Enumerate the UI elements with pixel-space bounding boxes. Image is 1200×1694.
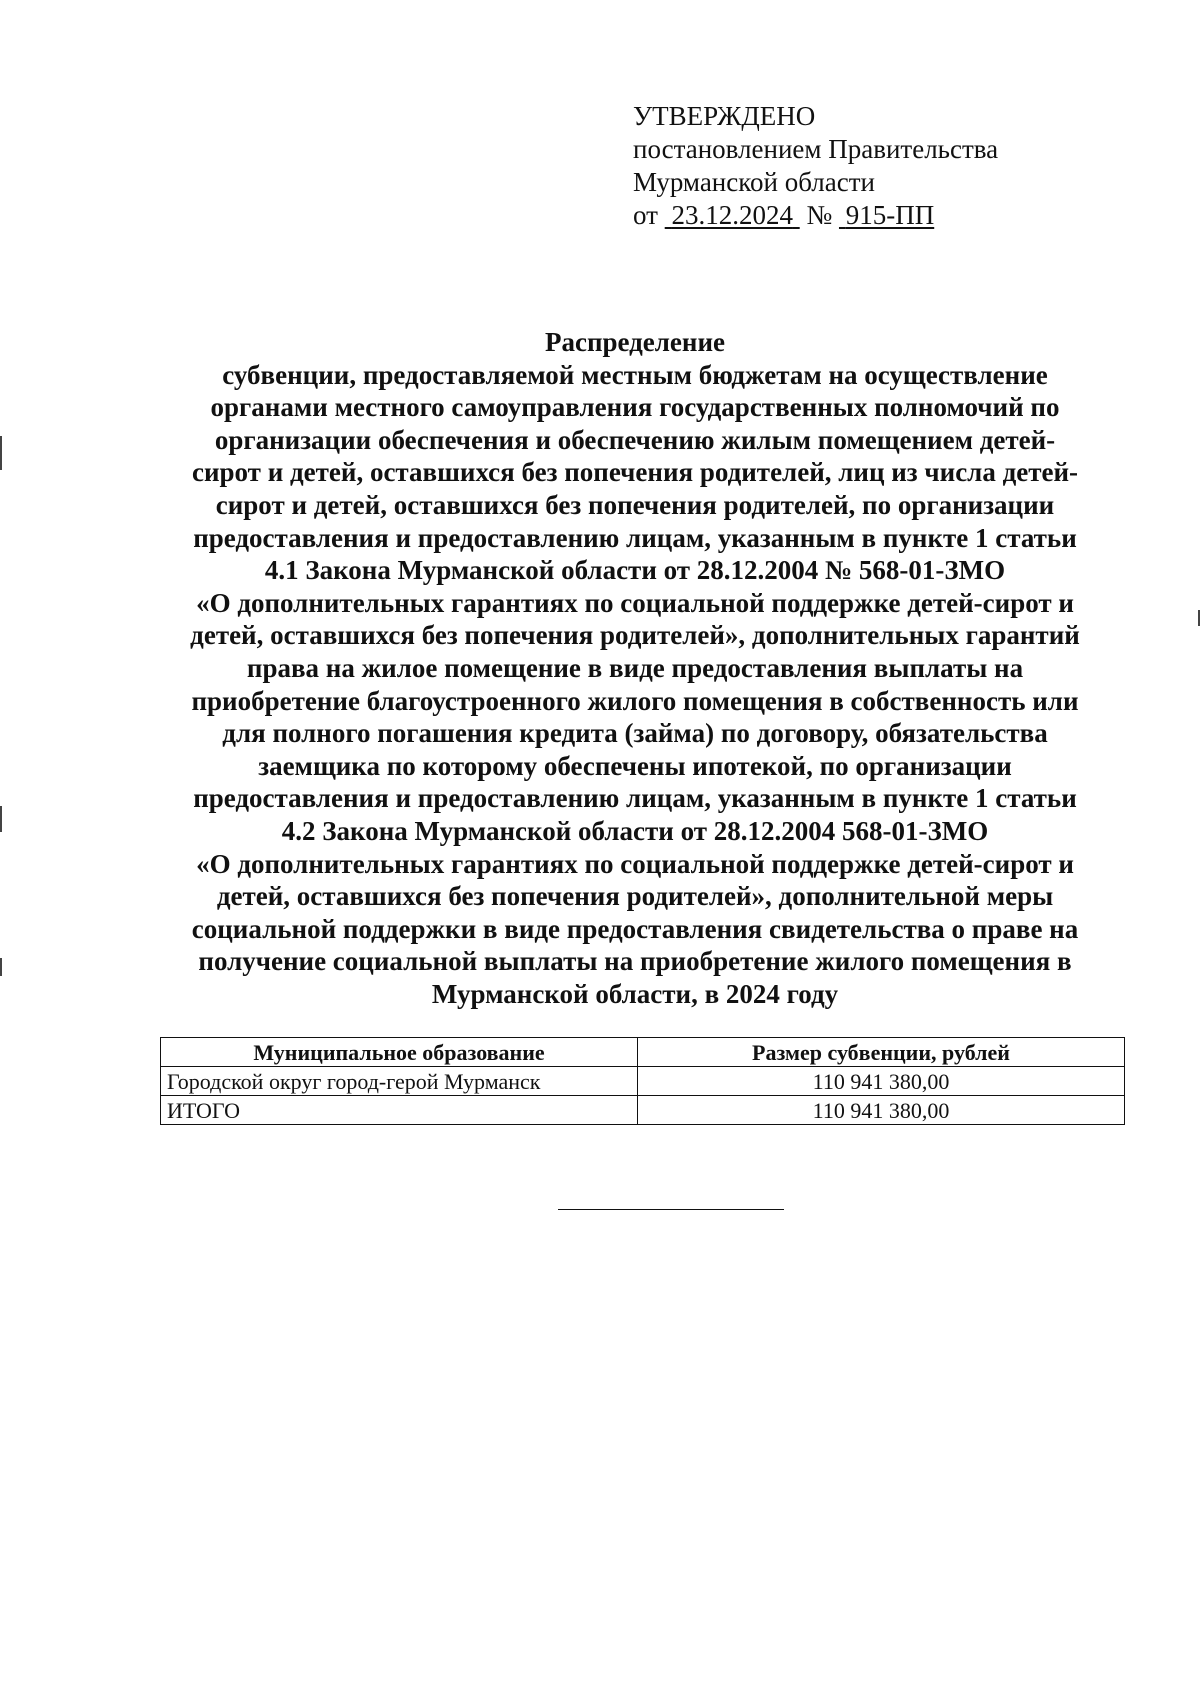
amount-cell: 110 941 380,00 xyxy=(638,1067,1125,1096)
title-line: 4.1 Закона Мурманской области от 28.12.2004 № 568-01-ЗМО xyxy=(264,555,1006,586)
title-line: социальной поддержки в виде предоставления свидетельства о праве на xyxy=(191,913,1079,944)
title-line: для полного погашения кредита (займа) по договору, обязательства xyxy=(222,718,1048,749)
approval-date-number-line xyxy=(633,199,1093,232)
title-line: получение социальной выплаты на приобретение жилого помещения в xyxy=(198,946,1072,977)
title-line: предоставления и предоставлению лицам, указанным в пункте 1 статьи xyxy=(193,783,1077,814)
title-line: 4.2 Закона Мурманской области от 28.12.2004 568-01-ЗМО xyxy=(281,815,989,846)
title-line: «О дополнительных гарантиях по социальной поддержке детей-сирот и xyxy=(196,587,1074,618)
total-label-cell: ИТОГО xyxy=(161,1096,638,1125)
title-line: заемщика по которому обеспечены ипотекой, по организации xyxy=(258,750,1012,781)
approved-by-line-2: Мурманской области xyxy=(633,167,875,197)
title-line: органами местного самоуправления государственных полномочий по xyxy=(210,392,1060,423)
scan-edge-mark xyxy=(0,436,2,470)
approved-label: УТВЕРЖДЕНО xyxy=(633,101,816,131)
title-line: детей, оставшихся без попечения родителей», дополнительных гарантий xyxy=(190,620,1080,651)
title-line: детей, оставшихся без попечения родителей», дополнительной меры xyxy=(216,881,1054,912)
title-line: Распределение xyxy=(544,327,726,357)
approved-by-line-1: постановлением Правительства xyxy=(633,134,999,164)
table-row-total xyxy=(161,1096,1125,1125)
scan-edge-mark xyxy=(0,958,2,976)
title-line: сирот и детей, оставшихся без попечения родителей, по организации xyxy=(215,489,1055,520)
column-header-amount: Размер субвенции, рублей xyxy=(638,1038,1125,1067)
title-line: «О дополнительных гарантиях по социальной поддержке детей-сирот и xyxy=(196,848,1074,879)
title-line: субвенции, предоставляемой местным бюджетам на осуществление xyxy=(222,359,1048,390)
approval-stamp xyxy=(633,100,1093,232)
title-line: Мурманской области, в 2024 году xyxy=(431,978,839,1009)
table-row xyxy=(161,1067,1125,1096)
end-of-document-rule xyxy=(558,1209,784,1210)
title-line: организации обеспечения и обеспечению жилым помещением детей- xyxy=(214,424,1056,455)
approval-date: 23.12.2024 xyxy=(671,200,793,230)
title-line: права на жилое помещение в виде предоставления выплаты на xyxy=(246,652,1024,683)
title-line: сирот и детей, оставшихся без попечения родителей, лиц из числа детей- xyxy=(191,457,1079,488)
scan-edge-mark xyxy=(0,806,2,832)
title-line: предоставления и предоставлению лицам, указанным в пункте 1 статьи xyxy=(193,522,1077,553)
document-title xyxy=(160,326,1110,1010)
total-amount-cell: 110 941 380,00 xyxy=(638,1096,1125,1125)
title-line: приобретение благоустроенного жилого помещения в собственность или xyxy=(191,685,1079,716)
table-header-row xyxy=(161,1038,1125,1067)
number-sign: № xyxy=(806,200,833,230)
column-header-municipality: Муниципальное образование xyxy=(161,1038,638,1067)
municipality-cell: Городской округ город-герой Мурманск xyxy=(161,1067,638,1096)
approval-number: 915-ПП xyxy=(845,200,935,230)
subsidy-table xyxy=(160,1037,1125,1125)
date-prefix: от xyxy=(633,200,658,230)
